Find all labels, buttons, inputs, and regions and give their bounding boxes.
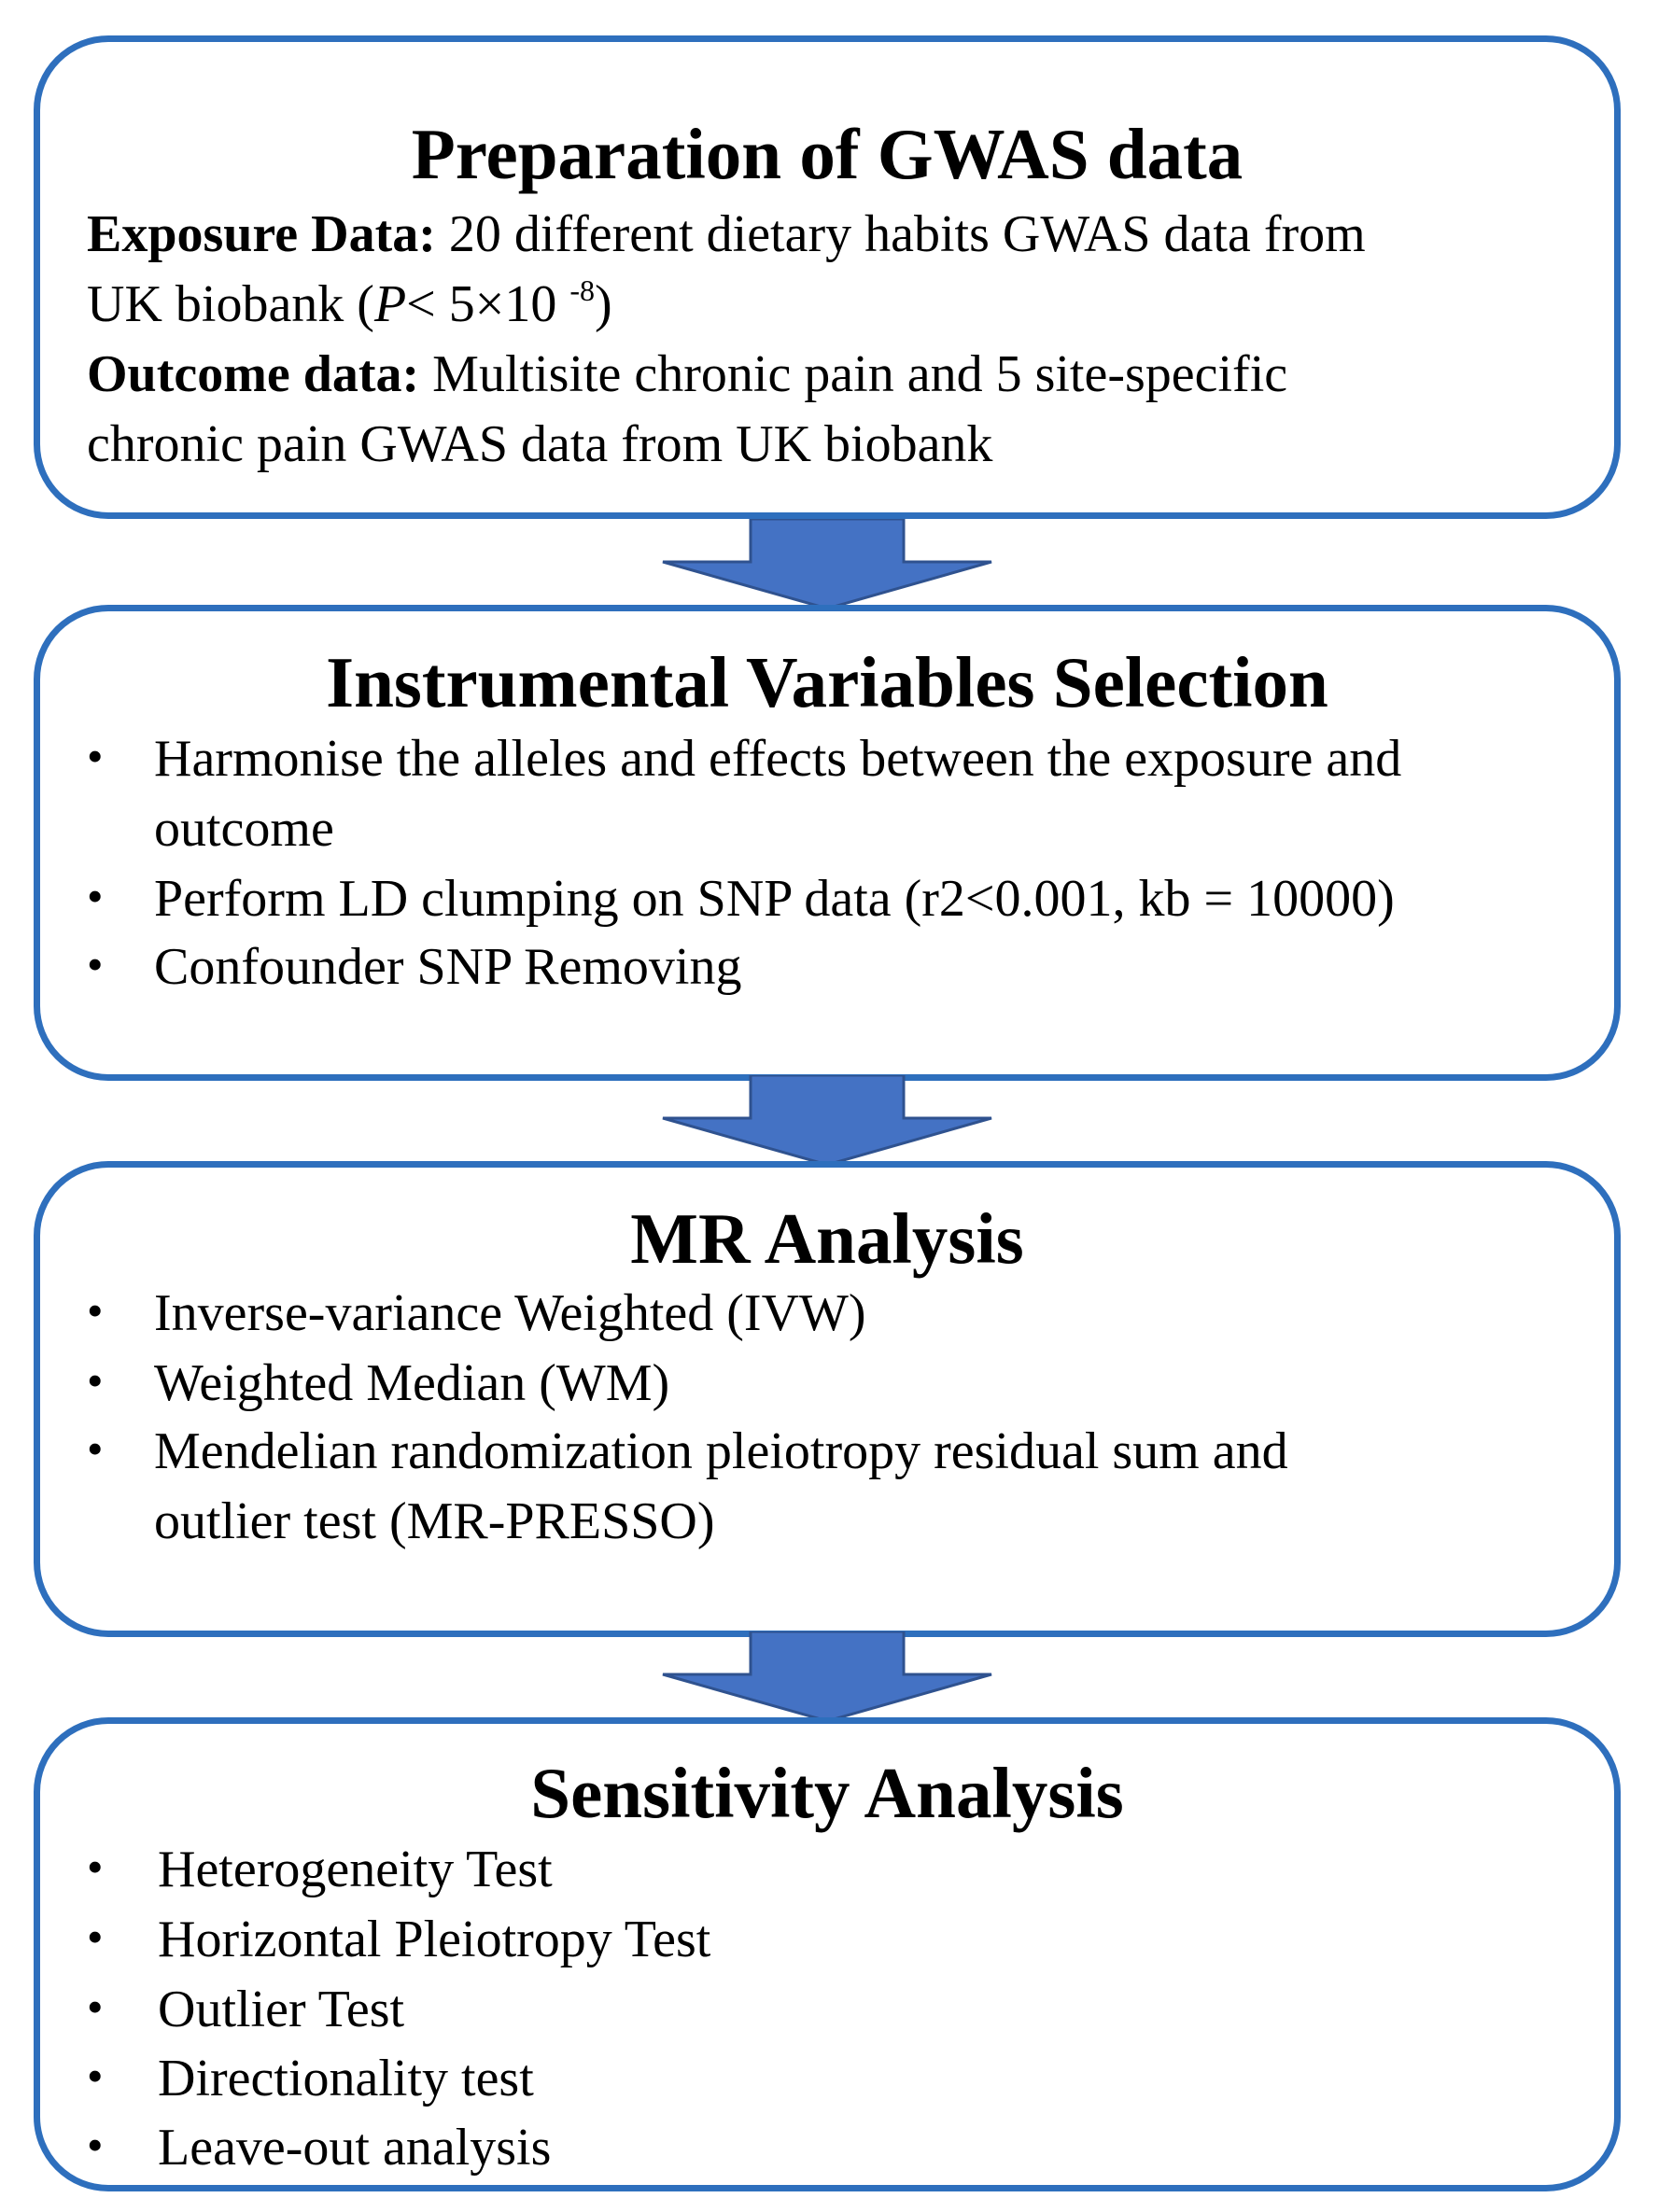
outcome-text: Multisite chronic pain and 5 site-specific	[419, 345, 1288, 403]
bullet-icon: •	[87, 1911, 104, 1963]
exposure-line-1	[87, 205, 1366, 263]
sens-item-heterogeneity: Heterogeneity Test	[158, 1841, 553, 1898]
outcome-line-1	[87, 345, 1288, 403]
bullet-icon: •	[87, 730, 104, 782]
step-box-mr-analysis	[34, 1161, 1621, 1637]
step-title: Sensitivity Analysis	[530, 1753, 1124, 1833]
outcome-label: Outcome data:	[87, 345, 420, 403]
sens-item-directionality: Directionality test	[158, 2050, 534, 2107]
down-arrow-icon	[653, 1631, 1008, 1723]
p-exponent: -8	[569, 273, 595, 307]
bullet-icon: •	[87, 1841, 104, 1893]
bullet-icon: •	[87, 870, 104, 922]
step-box-sensitivity-analysis	[34, 1717, 1621, 2191]
iv-item-confounder: Confounder SNP Removing	[154, 938, 742, 996]
iv-item-ld-clumping: Perform LD clumping on SNP data (r2<0.001, kb = 10000)	[154, 870, 1395, 928]
mr-item-presso: Mendelian randomization pleiotropy residual sum and	[154, 1422, 1288, 1480]
bullet-icon: •	[87, 1981, 104, 2033]
bullet-icon: •	[87, 2119, 104, 2171]
bullet-icon: •	[87, 1422, 104, 1475]
exposure-line-2	[87, 273, 612, 333]
step-title: Instrumental Variables Selection	[326, 642, 1328, 722]
bullet-icon: •	[87, 938, 104, 990]
sens-item-leave-out: Leave-out analysis	[158, 2119, 552, 2177]
mr-item-wm: Weighted Median (WM)	[154, 1354, 670, 1412]
bullet-icon: •	[87, 1354, 104, 1407]
sens-item-outlier: Outlier Test	[158, 1981, 405, 2038]
outcome-line-2: chronic pain GWAS data from UK biobank	[87, 415, 993, 473]
sens-item-pleiotropy: Horizontal Pleiotropy Test	[158, 1911, 711, 1968]
exposure-uk-biobank: UK biobank (	[87, 275, 374, 333]
step-title: Preparation of GWAS data	[411, 114, 1244, 194]
close-paren: )	[595, 275, 612, 333]
step-box-iv-selection	[34, 605, 1621, 1081]
iv-item-harmonise: Harmonise the alleles and effects between the exposure and	[154, 730, 1402, 788]
step-box-gwas-preparation	[34, 35, 1621, 519]
bullet-icon: •	[87, 1284, 104, 1337]
step-title: MR Analysis	[630, 1198, 1024, 1279]
exposure-text: 20 different dietary habits GWAS data from	[435, 205, 1366, 263]
p-threshold: < 5×10	[406, 275, 570, 333]
iv-item-harmonise-cont: outcome	[154, 800, 334, 858]
down-arrow-icon	[653, 1075, 1008, 1167]
exposure-label: Exposure Data:	[87, 205, 436, 263]
mr-item-presso-cont: outlier test (MR-PRESSO)	[154, 1492, 715, 1550]
mr-item-ivw: Inverse-variance Weighted (IVW)	[154, 1284, 866, 1342]
down-arrow-icon	[653, 519, 1008, 610]
bullet-icon: •	[87, 2050, 104, 2102]
p-symbol: P	[373, 275, 407, 333]
